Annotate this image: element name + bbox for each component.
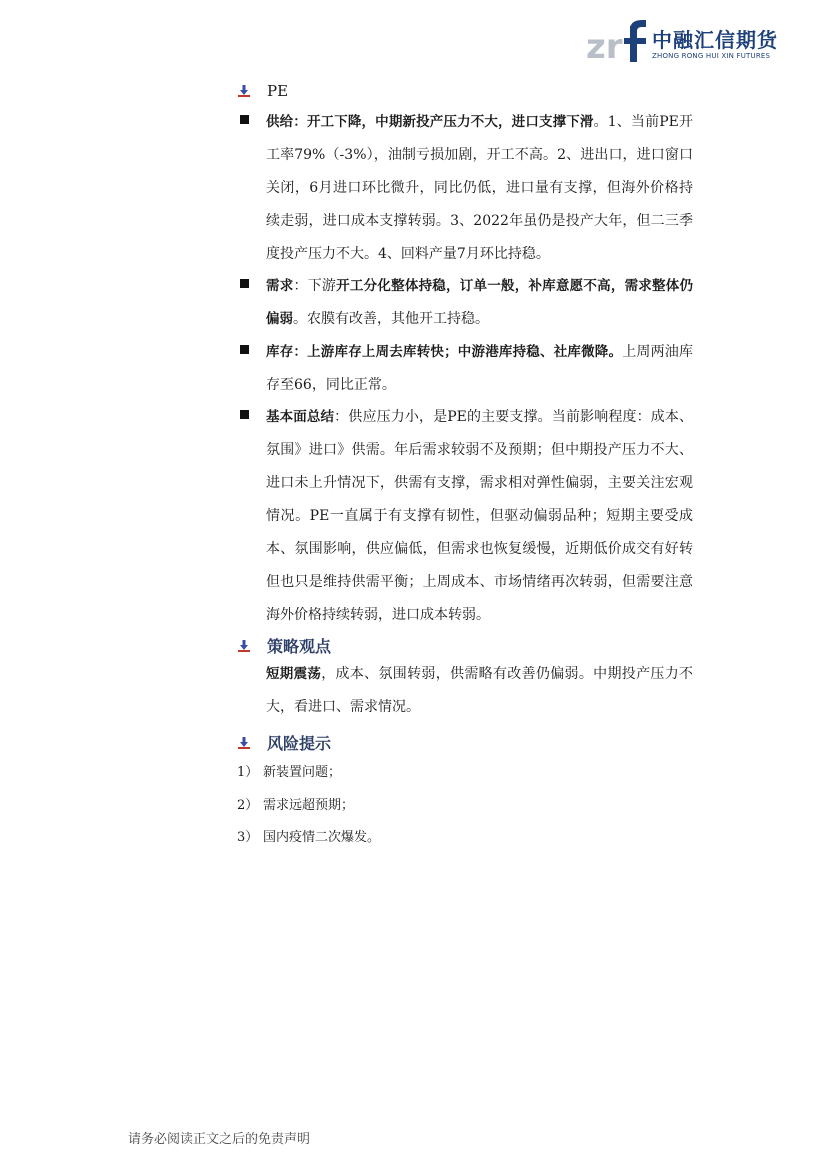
- square-bullet-icon: [240, 410, 249, 419]
- inventory-lead: 库存：上游库存上周去库转快；中游港库持稳、社库微降。: [266, 344, 623, 360]
- risk-item-number: 1）: [237, 765, 259, 780]
- demand-lead: 需求: [266, 278, 294, 294]
- square-bullet-icon: [240, 345, 249, 354]
- section-title-pe: PE: [267, 82, 289, 100]
- supply-body: 。1、当前PE开工率79%（-3%），油制亏损加剧，开工不高。2、进出口，进口窗口关闭，6月进口环比微升，同比仍低，进口量有支撑，但海外价格持续走弱，进口成本支撑转弱。3、2022年虽仍是投产大年，但二三季度投产压力不大。4、回料产量7月环比持稳。: [266, 114, 693, 262]
- demand-mid: ：下游: [293, 278, 337, 294]
- bullet-inventory: [237, 336, 693, 402]
- strategy-paragraph: [266, 658, 693, 724]
- strategy-body: ，成本、氛围转弱，供需略有改善仍偏弱。中期投产压力不大，看进口、需求情况。: [266, 666, 694, 715]
- risk-item: [237, 763, 341, 783]
- risk-item: [237, 796, 354, 816]
- risk-item-number: 3）: [237, 830, 259, 845]
- square-bullet-icon: [240, 279, 249, 288]
- section-heading-strategy: [237, 634, 331, 657]
- strategy-lead: 短期震荡: [266, 666, 322, 682]
- svg-text:zr: zr: [586, 27, 623, 64]
- bullet-summary: [237, 401, 693, 632]
- arrow-bullet-icon: [237, 84, 251, 98]
- logo-name-cn: 中融汇信期货: [652, 28, 778, 52]
- risk-item-number: 2）: [237, 798, 259, 813]
- risk-item-text: 国内疫情二次爆发。: [263, 830, 381, 845]
- summary-lead: 基本面总结: [266, 409, 335, 425]
- risk-item-text: 需求远超预期；: [263, 798, 355, 813]
- zrf-logo-mark: [586, 18, 648, 64]
- section-heading-pe: [237, 82, 288, 100]
- square-bullet-icon: [240, 115, 249, 124]
- summary-body: ：供应压力小，是PE的主要支撑。当前影响程度：成本、氛围》进口》供需。年后需求较弱不及预期；但中期投产压力不大、进口未上升情况下，供需有支撑，需求相对弹性偏弱，主要关注宏观情况。PE一直属于有支撑有韧性，但驱动偏弱品种；短期主要受成本、氛围影响，供应偏低，但需求也恢复缓慢，近期低价成交有好转但也只是维持供需平衡；上周成本、市场情绪再次转弱，但需要注意海外价格持续转弱，进口成本转弱。: [266, 409, 694, 623]
- bullet-demand: [237, 270, 693, 336]
- supply-lead: 供给：开工下降，中期新投产压力不大，进口支撑下滑: [266, 114, 594, 130]
- company-logo: [586, 18, 776, 64]
- logo-name-en: ZHONG RONG HUI XIN FUTURES: [652, 52, 771, 60]
- inventory-body: 上周两油库存至66，同比正常。: [266, 344, 694, 393]
- demand-body: 。农膜有改善，其他开工持稳。: [293, 311, 489, 327]
- section-title-strategy: 策略观点: [267, 637, 332, 656]
- bullet-supply: [237, 106, 693, 271]
- section-title-risk: 风险提示: [267, 734, 332, 753]
- section-heading-risk: [237, 731, 331, 754]
- risk-item-text: 新装置问题；: [263, 765, 342, 780]
- risk-item: [237, 828, 380, 848]
- demand-lead-2: 开工分化整体持稳，订单一般，补库意愿不高，需求整体仍偏弱: [266, 278, 694, 327]
- arrow-bullet-icon: [237, 639, 251, 653]
- footer-disclaimer: 请务必阅读正文之后的免责声明: [128, 1132, 311, 1147]
- arrow-bullet-icon: [237, 736, 251, 750]
